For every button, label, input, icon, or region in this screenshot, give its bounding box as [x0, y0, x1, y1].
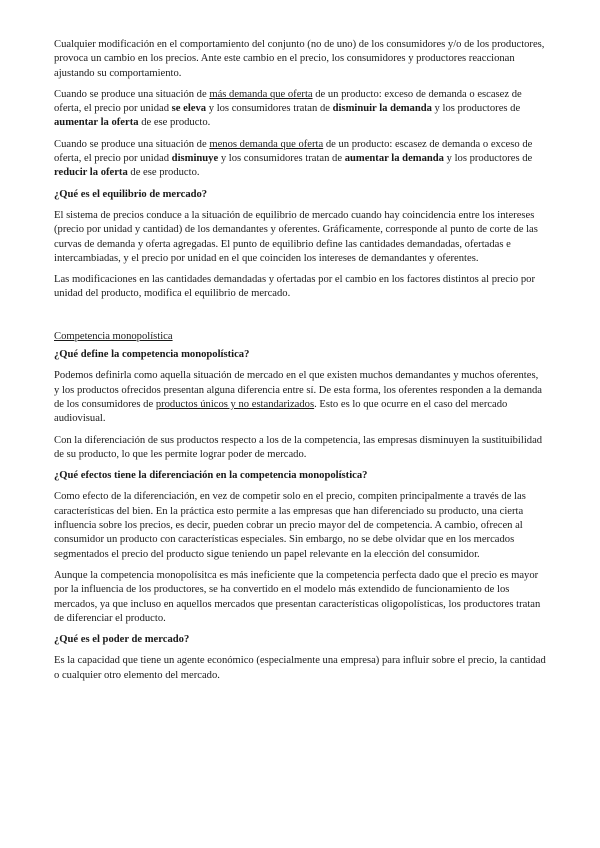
paragraph-excess-supply	[54, 138, 546, 181]
paragraph-equilibrium-changes: Las modificaciones en las cantidades demandadas y ofertadas por el cambio en los factores distintos al precio por unidad del producto, modifica el equilibrio de mercado.	[54, 274, 535, 300]
bold-term: reducir la oferta	[54, 167, 128, 179]
text: de ese producto.	[138, 117, 211, 129]
underlined-term: productos únicos y no estandarizados	[155, 398, 315, 410]
paragraph-price-changes: Cualquier modificación en el comportamiento del conjunto (no de uno) de los consumidores y/o de los productores, provoca un cambio en los precios. Ante este cambio en el precio, los consumidores y productores reaccionan ajustando su comportamiento.	[54, 39, 545, 79]
paragraph-differentiation: Con la diferenciación de sus productos respecto a los de la competencia, las empresas disminuyen la sustituibilidad de su producto, lo que les permite lograr poder de mercado.	[54, 434, 543, 460]
text: de ese producto.	[127, 167, 200, 179]
paragraph-differentiation-effects: Como efecto de la diferenciación, en vez de competir solo en el precio, compiten principalmente a través de las características del bien. En la práctica esto permite a las empresas que han diferenciado su producto, una cierta influencia sobre los precios, es decir, pueden cobrar un precio mayor del de competencia. A cambio, ofrecen al consumidor un producto con características especiales. Sin embargo, no se debe olvidar que en los mercados segmentados el precio del producto sigue teniendo un papel relevante en la elección del consumidor.	[54, 491, 526, 560]
document-page	[54, 38, 546, 690]
section-title: Competencia monopolística	[54, 330, 173, 342]
text: Cuando se produce una situación de	[54, 138, 210, 150]
bold-term: disminuye	[171, 153, 219, 165]
heading-differentiation-effects: ¿Qué efectos tiene la diferenciación en la competencia monopolística?	[54, 470, 368, 482]
spacer	[54, 309, 546, 330]
text: y los consumidores tratan de	[206, 103, 333, 115]
text: . Esto es lo que ocurre en el caso del mercado audiovisual.	[54, 398, 508, 425]
heading-monopolistic-definition: ¿Qué define la competencia monopolística?	[54, 349, 250, 361]
paragraph-excess-demand	[54, 88, 546, 131]
underlined-term: menos demanda que oferta	[209, 138, 324, 150]
bold-term: disminuir la demanda	[332, 103, 432, 115]
heading-market-power: ¿Qué es el poder de mercado?	[54, 634, 190, 646]
bold-term: se eleva	[171, 103, 207, 115]
text: de un producto: escasez de demanda o exceso de oferta, el precio por unidad	[54, 138, 533, 165]
bold-term: aumentar la oferta	[54, 117, 139, 129]
text: y los productores de	[443, 153, 533, 165]
text: Cuando se produce una situación de	[54, 88, 210, 100]
text: y los productores de	[431, 103, 521, 115]
underlined-term: más demanda que oferta	[209, 88, 313, 100]
text: Podemos definirla como aquella situación de mercado en el que existen muchos demandantes y muchos oferentes, y los productos ofrecidos presentan alguna diferencia entre sí. De esta forma, los oferentes responden a la demanda de los consumidores de	[54, 370, 543, 410]
paragraph-monopolistic-efficiency: Aunque la competencia monopolísitca es más ineficiente que la competencia perfecta dado que el precio es mayor por la influencia de los productores, se ha convertido en el modelo más extendido de funcionamiento de los mercados, ya que incluso en aquellos mercados que presentan características oligopolísticas, los productores tratan de diferenciar el producto.	[54, 569, 541, 624]
text: y los consumidores tratan de	[218, 153, 345, 165]
paragraph-market-power: Es la capacidad que tiene un agente económico (especialmente una empresa) para influir sobre el precio, la cantidad o cualquier otro elemento del mercado.	[54, 655, 546, 681]
paragraph-monopolistic-definition	[54, 369, 546, 426]
paragraph-equilibrium-definition: El sistema de precios conduce a la situación de equilibrio de mercado cuando hay coincidencia entre los intereses (precio por unidad y cantidad) de los demandantes y oferentes. Gráficamente, corresponde al punto de corte de las curvas de demanda y oferta agregadas. El punto de equilibrio define las cantidades demandadas, ofertadas e intercambiadas, y el precio por unidad en el que coinciden los intereses de demandantes y oferentes.	[54, 209, 538, 264]
heading-market-equilibrium: ¿Qué es el equilibrio de mercado?	[54, 188, 208, 200]
bold-term: aumentar la demanda	[344, 153, 444, 165]
text: de un producto: exceso de demanda o escasez de oferta, el precio por unidad	[54, 88, 522, 115]
